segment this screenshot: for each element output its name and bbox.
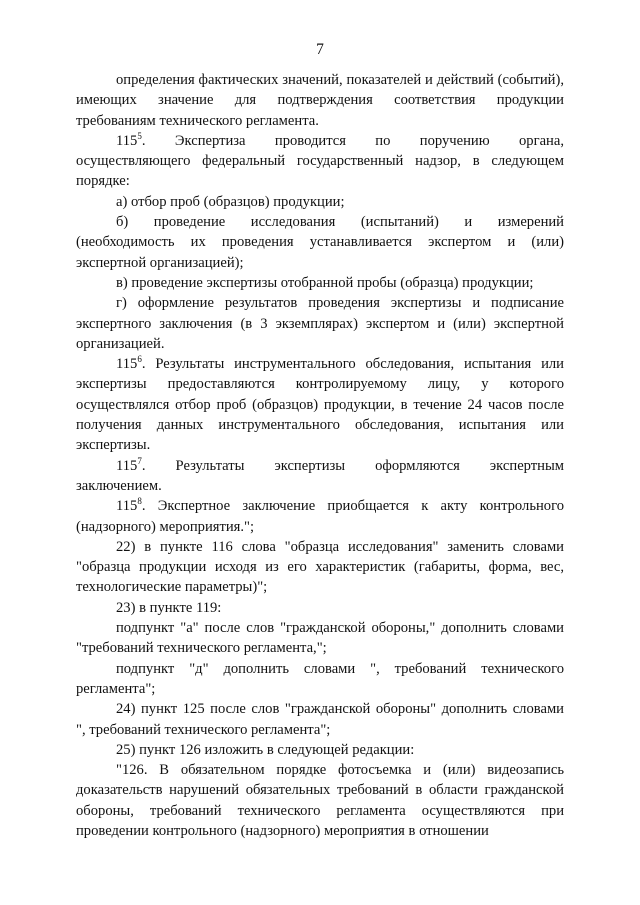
text-line: ", требований технического регламента";: [76, 721, 331, 738]
text-line: имеющих значение для подтверждения соответствия продукции: [76, 92, 564, 109]
clause-superscript: 6: [137, 354, 142, 365]
paragraph-p2: [76, 131, 564, 192]
paragraph-p14: [76, 699, 564, 740]
text-line: требованиям технического регламента.: [76, 112, 319, 129]
text-line: регламента";: [76, 680, 156, 697]
text-line: (надзорного) мероприятия.";: [76, 518, 255, 535]
clause-superscript: 7: [137, 455, 142, 466]
page-number: 7: [316, 41, 324, 58]
text-line: порядке:: [76, 173, 130, 190]
text-line: доказательств нарушений обязательных требований в области гражданской: [76, 782, 564, 799]
text-line: заключением.: [76, 477, 162, 494]
text-line: б) проведение исследования (испытаний) и измерений: [116, 214, 564, 231]
paragraph-p10: [76, 537, 564, 598]
paragraph-p6: [76, 293, 564, 354]
text-line: "требований технического регламента,";: [76, 640, 327, 657]
paragraph-p9: [76, 496, 564, 537]
clause-superscript: 8: [137, 496, 142, 507]
clause-number: 115: [116, 498, 138, 515]
paragraph-p3: [76, 192, 564, 212]
clause-superscript: 5: [137, 131, 142, 142]
text-line: 23) в пункте 119:: [116, 599, 222, 616]
text-line: [76, 456, 564, 476]
text-line: "126. В обязательном порядке фотосъемка и (или) видеозапись: [116, 762, 564, 779]
clause-number: 115: [116, 132, 138, 149]
text-line: а) отбор проб (образцов) продукции;: [116, 193, 345, 210]
text-line: подпункт "д" дополнить словами ", требований технического: [116, 660, 564, 677]
paragraph-p16: [76, 760, 564, 841]
document-body: [76, 70, 564, 841]
text-line: экспертного заключения (в 3 экземплярах) экспертом и (или) экспертной: [76, 315, 564, 332]
paragraph-p15: [76, 740, 564, 760]
clause-number: 115: [116, 457, 138, 474]
text-line: организацией.: [76, 335, 165, 352]
text-line: [76, 496, 564, 516]
text-line: (необходимость их проведения устанавливается экспертом и (или): [76, 234, 564, 251]
text-line: [76, 131, 564, 151]
text-line: определения фактических значений, показателей и действий (событий),: [116, 72, 564, 88]
text-line: 25) пункт 126 изложить в следующей редакции:: [116, 741, 415, 758]
paragraph-p13: [76, 659, 564, 700]
line-text: . Экспертиза проводится по поручению органа,: [141, 132, 564, 149]
text-line: 24) пункт 125 после слов "гражданской обороны" дополнить словами: [116, 701, 564, 718]
line-text: . Результаты инструментального обследования, испытания или: [141, 356, 564, 373]
line-text: . Экспертное заключение приобщается к акту контрольного: [141, 498, 564, 515]
line-text: . Результаты экспертизы оформляются экспертным: [141, 457, 564, 474]
text-line: [76, 354, 564, 374]
paragraph-p7: [76, 354, 564, 455]
text-line: осуществляющего федеральный государственный надзор, в следующем: [76, 153, 564, 170]
text-line: экспертной организацией);: [76, 254, 244, 271]
text-line: 22) в пункте 116 слова "образца исследования" заменить словами: [116, 538, 564, 555]
paragraph-p4: [76, 212, 564, 273]
text-line: проведении контрольного (надзорного) мероприятия в отношении: [76, 822, 489, 839]
text-line: в) проведение экспертизы отобранной пробы (образца) продукции;: [116, 274, 534, 291]
paragraph-p11: [76, 598, 564, 618]
text-line: г) оформление результатов проведения экспертизы и подписание: [116, 295, 564, 312]
paragraph-p1: [76, 70, 564, 131]
text-line: подпункт "а" после слов "гражданской обороны," дополнить словами: [116, 620, 564, 637]
paragraph-p5: [76, 273, 564, 293]
text-line: осуществлялся отбор проб (образцов) продукции, в течение 24 часов после: [76, 396, 564, 413]
text-line: экспертизы.: [76, 437, 151, 454]
paragraph-p12: [76, 618, 564, 659]
text-line: обороны, требований технического регламента осуществляются при: [76, 802, 564, 819]
text-line: экспертизы предоставляются контролируемому лицу, у которого: [76, 376, 564, 393]
clause-number: 115: [116, 356, 138, 373]
text-line: "образца продукции исходя из его характеристик (габариты, форма, вес,: [76, 559, 564, 576]
text-line: технологические параметры)";: [76, 579, 268, 596]
text-line: получения данных инструментального обследования, испытания или: [76, 417, 564, 434]
paragraph-p8: [76, 456, 564, 497]
